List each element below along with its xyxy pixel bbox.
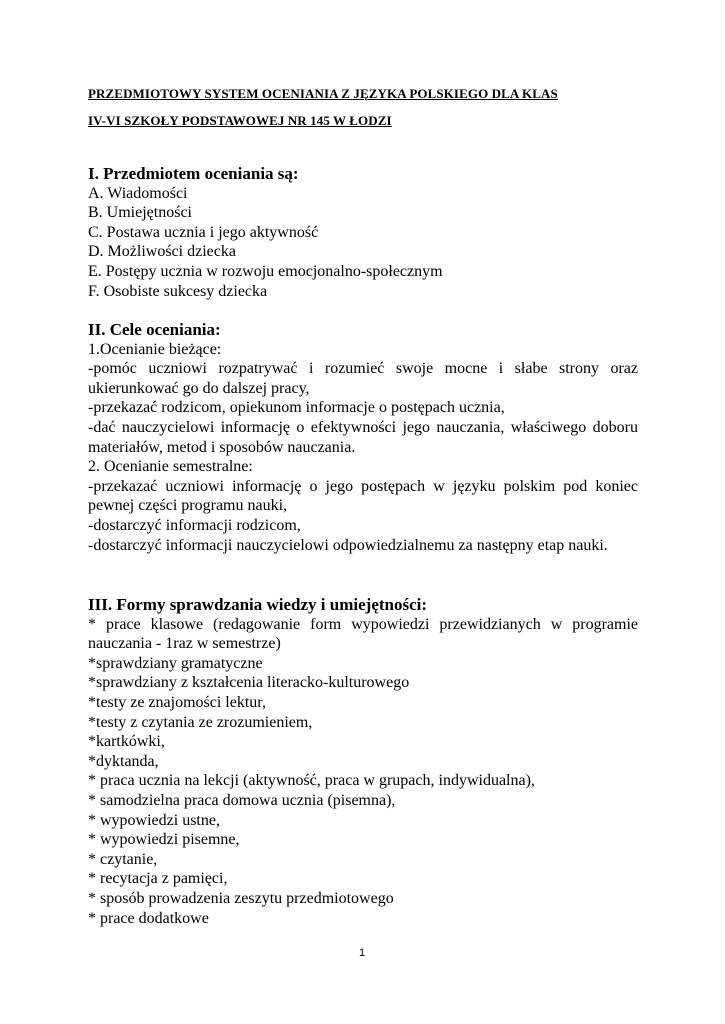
document-title-line-2: IV-VI SZKOŁY PODSTAWOWEJ NR 145 W ŁODZI <box>88 113 392 128</box>
paragraph: -przekazać rodzicom, opiekunom informacje o postępach ucznia, <box>88 399 505 417</box>
list-item: * sposób prowadzenia zeszytu przedmiotowego <box>88 889 394 907</box>
list-item: *kartkówki, <box>88 733 165 751</box>
list-item: *sprawdziany z kształcenia literacko-kulturowego <box>88 674 410 692</box>
paragraph: -dostarczyć informacji nauczycielowi odpowiedzialnemu za następny etap nauki. <box>88 536 608 554</box>
paragraph: * prace klasowe (redagowanie form wypowiedzi przewidzianych w programie nauczania - 1raz w semestrze) <box>88 615 638 653</box>
paragraph: -przekazać uczniowi informację o jego postępach w języku polskim pod koniec pewnej części programu nauki, <box>88 477 638 515</box>
section-heading: II. Cele oceniania: <box>88 320 221 339</box>
paragraph: -pomóc uczniowi rozpatrywać i rozumieć swoje mocne i słabe strony oraz ukierunkować go do dalszej pracy, <box>88 360 638 397</box>
list-item: *sprawdziany gramatyczne <box>88 654 263 672</box>
list-item: *testy ze znajomości lektur, <box>88 693 266 711</box>
list-item: * praca ucznia na lekcji (aktywność, praca w grupach, indywidualna), <box>88 772 535 790</box>
paragraph: -dostarczyć informacji rodzicom, <box>88 516 301 534</box>
list-item: * czytanie, <box>88 850 158 868</box>
subheading: 2. Ocenianie semestralne: <box>88 458 253 476</box>
section-subjects-of-assessment <box>88 164 638 301</box>
list-item: E. Postępy ucznia w rozwoju emocjonalno-społecznym <box>88 262 443 280</box>
list-item: *dyktanda, <box>88 752 159 770</box>
list-item: A. Wiadomości <box>88 184 188 202</box>
list-item: F. Osobiste sukcesy dziecka <box>88 282 268 300</box>
list-item: * wypowiedzi pisemne, <box>88 831 240 849</box>
list-item: C. Postawa ucznia i jego aktywność <box>88 223 319 241</box>
list-item: * wypowiedzi ustne, <box>88 811 220 829</box>
page-number: 1 <box>358 947 366 959</box>
section-heading: I. Przedmiotem oceniania są: <box>88 164 299 183</box>
section-forms-of-testing <box>88 595 638 928</box>
list-item: * samodzielna praca domowa ucznia (pisemna), <box>88 791 396 809</box>
section-assessment-goals <box>88 320 638 555</box>
subheading: 1.Ocenianie bieżące: <box>88 340 222 358</box>
list-item: *testy z czytania ze zrozumieniem, <box>88 713 313 731</box>
list-item: * prace dodatkowe <box>88 909 209 927</box>
paragraph: -dać nauczycielowi informację o efektywności jego nauczania, właściwego doboru materiałów, metod i sposobów nauczania. <box>88 418 638 456</box>
document-title-line-1: PRZEDMIOTOWY SYSTEM OCENIANIA Z JĘZYKA POLSKIEGO DLA KLAS <box>88 86 558 101</box>
list-item: * recytacja z pamięci, <box>88 870 228 888</box>
list-item: B. Umiejętności <box>88 204 192 222</box>
list-item: D. Możliwości dziecka <box>88 243 236 261</box>
section-heading: III. Formy sprawdzania wiedzy i umiejętności: <box>88 595 428 614</box>
